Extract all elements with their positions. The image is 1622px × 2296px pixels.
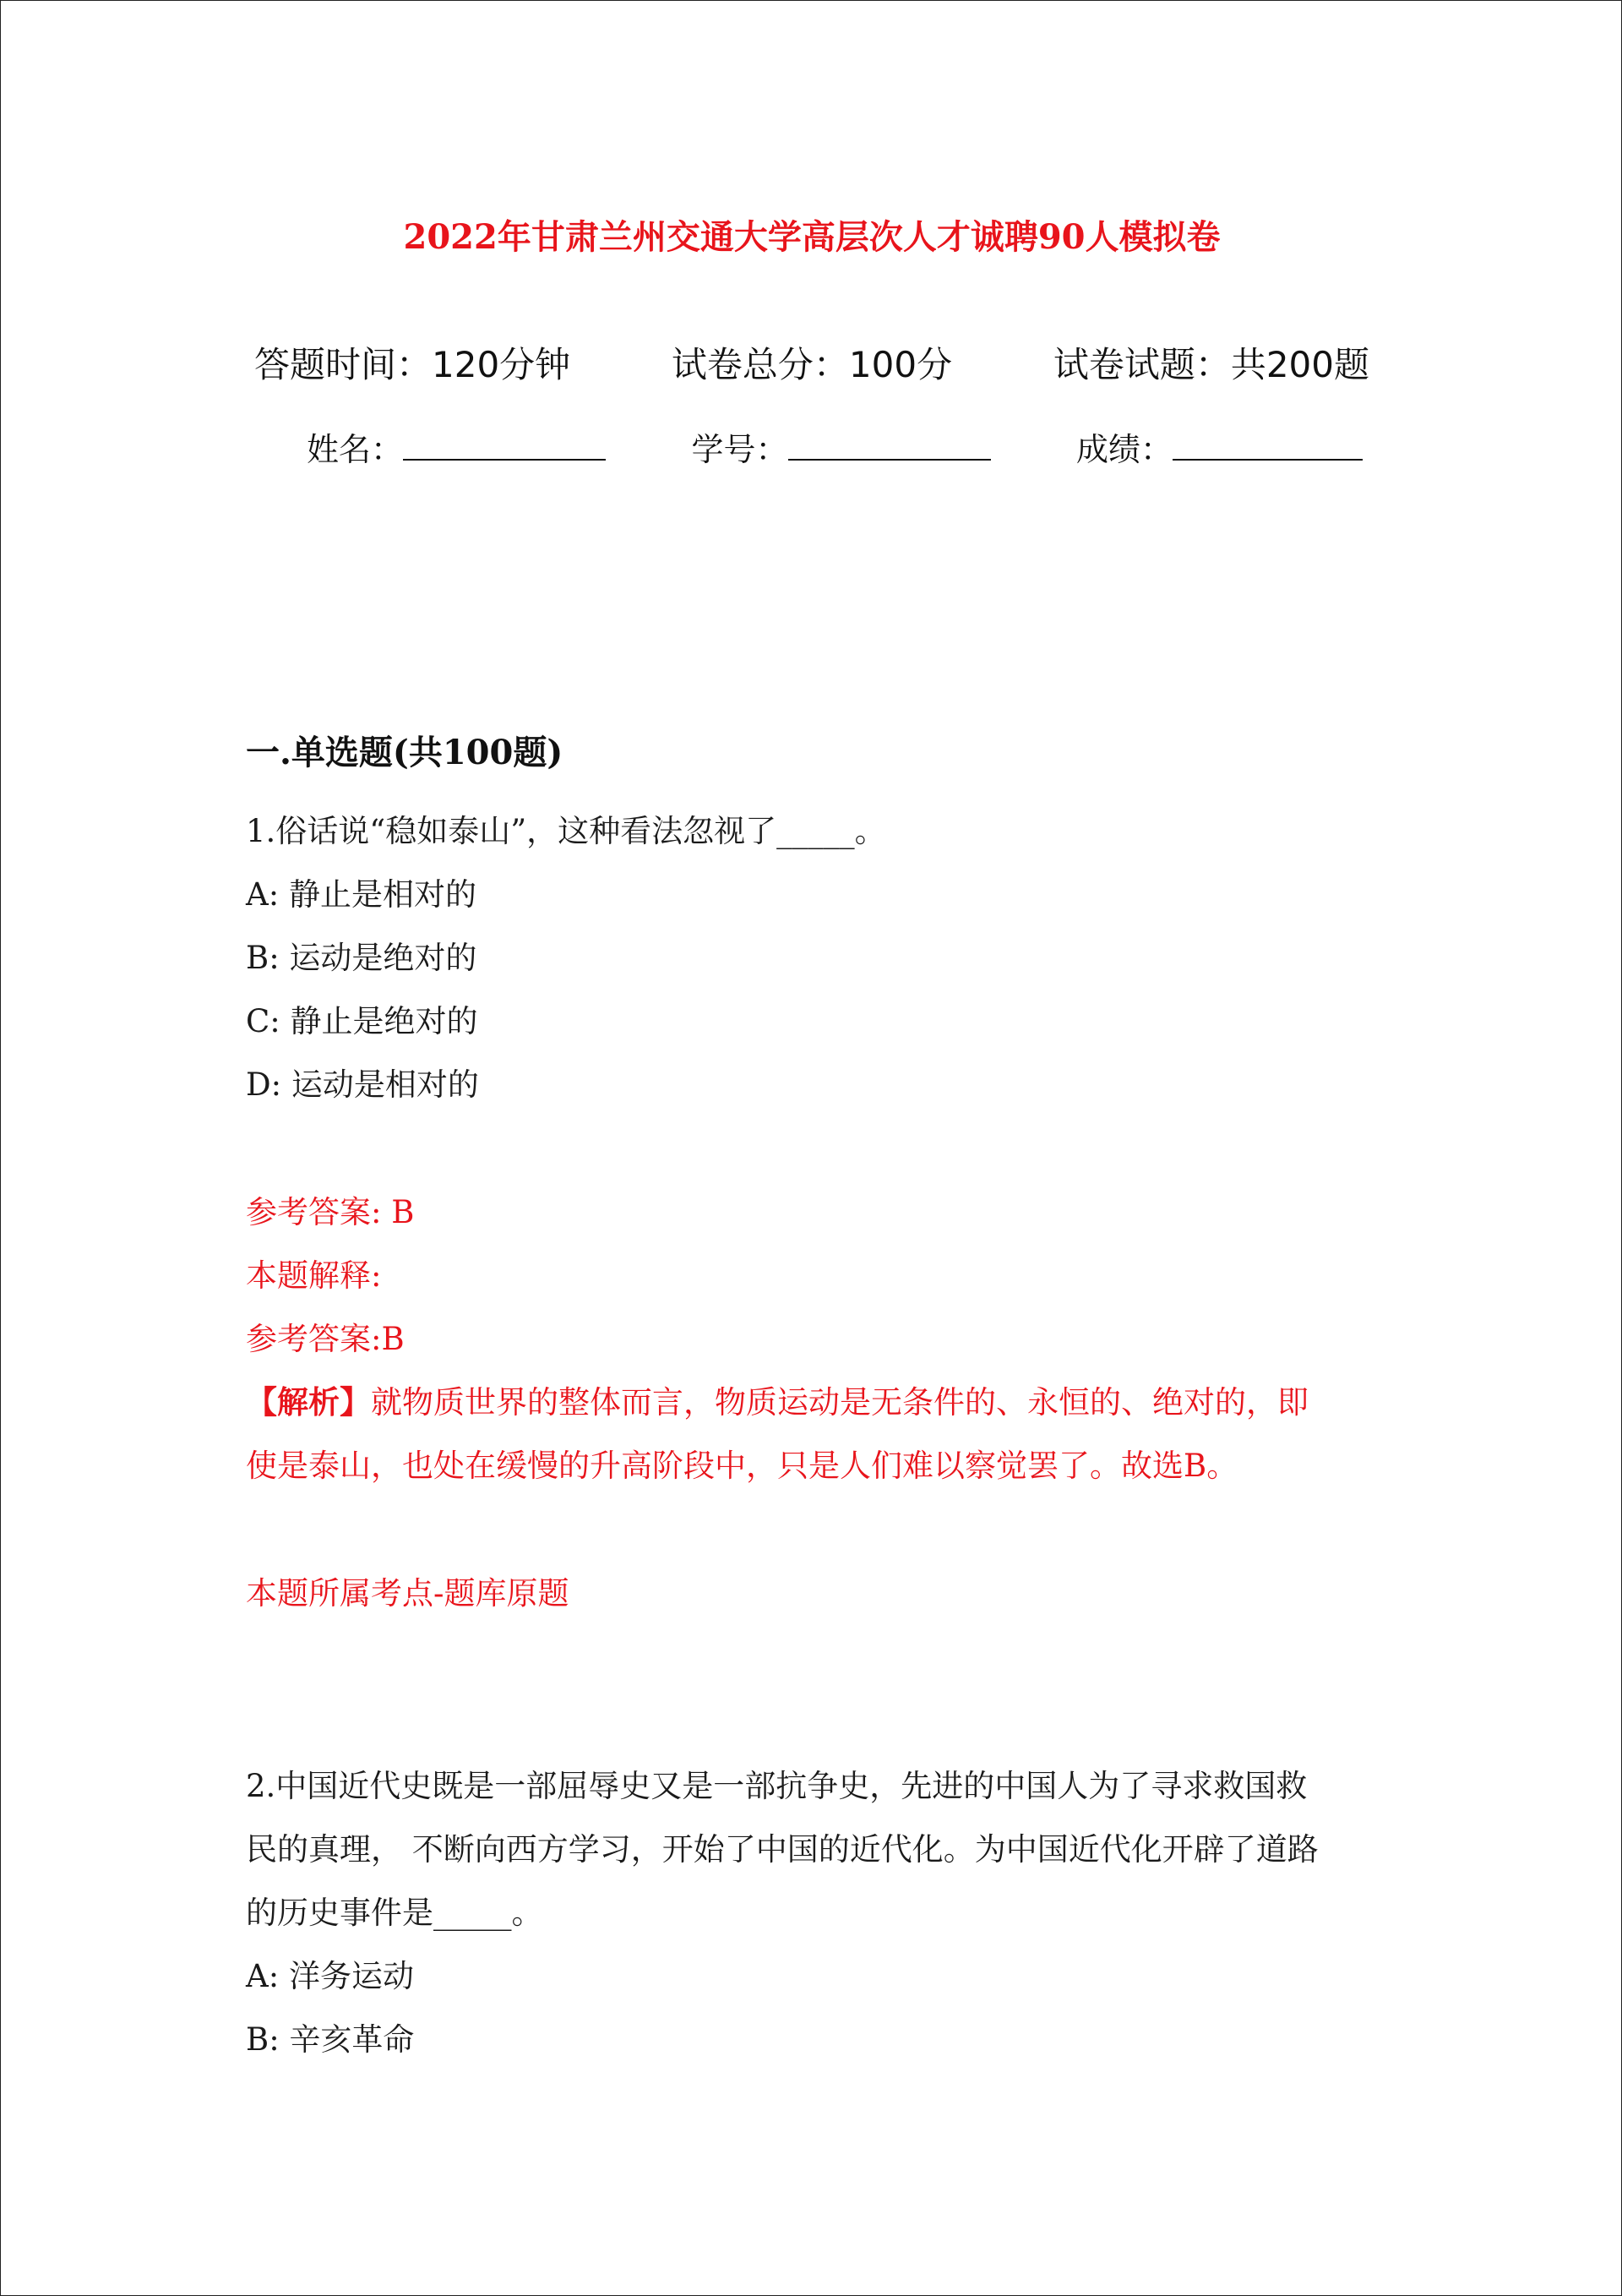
question-count: 试卷试题：共200题 [1053, 344, 1369, 385]
q2-stem-line-2: 民的真理， 不断向西方学习，开始了中国的近代化。为中国近代化开辟了道路 [246, 1831, 1319, 1868]
q2-option-b: B: 辛亥革命 [246, 2021, 415, 2058]
q1-option-b: B: 运动是绝对的 [246, 940, 477, 976]
score-label: 成绩： [1075, 431, 1173, 468]
q1-explain-label: 本题解释: [246, 1257, 382, 1294]
q1-option-a: A: 静止是相对的 [246, 876, 476, 913]
id-field [691, 423, 990, 470]
analysis-text-1: 就物质世界的整体而言，物质运动是无条件的、永恒的、绝对的，即 [371, 1384, 1309, 1421]
q1-answer-repeat: 参考答案:B [246, 1321, 405, 1357]
q1-answer: 参考答案: B [246, 1194, 415, 1230]
student-info [307, 423, 1363, 470]
total-score: 试卷总分：100分 [671, 344, 953, 385]
exam-meta [254, 337, 1369, 388]
section-heading: 一.单选题(共100题) [246, 733, 563, 772]
answer-time: 答题时间：120分钟 [254, 344, 571, 385]
q1-source: 本题所属考点-题库原题 [246, 1575, 569, 1612]
q1-option-d: D: 运动是相对的 [246, 1066, 479, 1103]
score-field [1076, 423, 1363, 470]
name-field [307, 423, 606, 470]
id-blank[interactable] [788, 428, 991, 461]
q2-option-a: A: 洋务运动 [246, 1958, 414, 1994]
analysis-tag: 【解析】 [246, 1383, 371, 1421]
id-label: 学号： [691, 431, 788, 468]
name-blank[interactable] [403, 428, 606, 461]
q2-stem-line-3: 的历史事件是_____。 [246, 1895, 543, 1931]
q1-analysis-line-1 [246, 1377, 1309, 1422]
q1-analysis-line-2: 使是泰山，也处在缓慢的升高阶段中，只是人们难以察觉罢了。故选B。 [246, 1448, 1238, 1484]
name-label: 姓名： [307, 431, 404, 468]
q2-stem-line-1: 2.中国近代史既是一部屈辱史又是一部抗争史，先进的中国人为了寻求救国救 [246, 1768, 1308, 1804]
exam-title: 2022年甘肃兰州交通大学高层次人才诚聘90人模拟卷 [403, 217, 1221, 257]
score-blank[interactable] [1173, 428, 1363, 461]
q1-option-c: C: 静止是绝对的 [246, 1003, 478, 1039]
q1-stem: 1.俗话说“稳如泰山”，这种看法忽视了_____。 [246, 813, 886, 849]
